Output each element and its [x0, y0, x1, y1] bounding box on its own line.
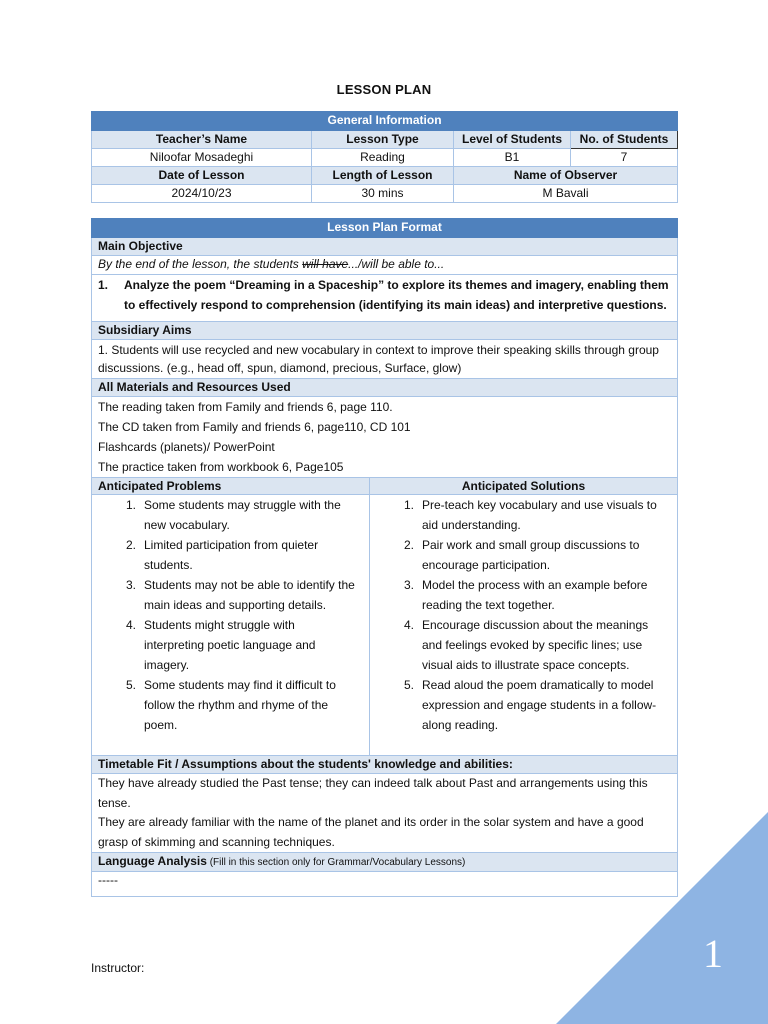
problems-list: [92, 495, 370, 756]
date-value: 2024/10/23: [92, 185, 312, 203]
material-item: The practice taken from workbook 6, Page105: [98, 460, 344, 474]
num-students-label: No. of Students: [571, 131, 678, 149]
observer-value: M Bavali: [454, 185, 678, 203]
problem-item: 2. Limited participation from quieter students.: [125, 538, 319, 572]
length-value: 30 mins: [312, 185, 454, 203]
material-item: The CD taken from Family and friends 6, page110, CD 101: [98, 420, 411, 434]
problem-item: 1. Some students may struggle with the new vocabulary.: [125, 498, 341, 532]
instructor-label: Instructor:: [91, 961, 145, 975]
problem-item: 5. Some students may find it difficult to follow the rhythm and rhyme of the poem.: [125, 678, 336, 732]
observer-label: Name of Observer: [454, 167, 678, 185]
problem-item: 3. Students may not be able to identify the main ideas and supporting details.: [125, 578, 355, 612]
level-label: Level of Students: [454, 131, 571, 149]
page-number: 1: [703, 931, 723, 976]
materials-label: All Materials and Resources Used: [92, 379, 678, 397]
teacher-name-value: Niloofar Mosadeghi: [92, 149, 312, 167]
subsidiary-aims-text: 1. Students will use recycled and new vocabulary in context to improve their speaking skills through group discussions. (e.g., head off, spun, diamond, precious, Surface, glow): [92, 340, 678, 379]
solution-item: 1. Pre-teach key vocabulary and use visuals to aid understanding.: [403, 498, 657, 532]
struck-text: will have: [302, 257, 349, 271]
materials-list: [92, 397, 678, 478]
solution-item: 5. Read aloud the poem dramatically to model expression and engage students in a follow-along reading.: [403, 678, 657, 732]
general-information-header: General Information: [92, 112, 678, 131]
corner-triangle-decoration: [556, 812, 768, 1024]
problem-item: 4. Students might struggle with interpreting poetic language and imagery.: [125, 618, 316, 672]
solution-item: 3. Model the process with an example before reading the text together.: [403, 578, 648, 612]
length-label: Length of Lesson: [312, 167, 454, 185]
num-students-value: 7: [571, 149, 678, 167]
lesson-plan-format-header: Lesson Plan Format: [92, 219, 678, 238]
solution-item: 4. Encourage discussion about the meanings and feelings evoked by specific lines; use visual aids to illustrate space concepts.: [403, 618, 649, 672]
material-item: Flashcards (planets)/ PowerPoint: [98, 440, 275, 454]
main-objective-label: Main Objective: [92, 238, 678, 256]
level-value: B1: [454, 149, 571, 167]
date-label: Date of Lesson: [92, 167, 312, 185]
teacher-name-label: Teacher’s Name: [92, 131, 312, 149]
page-title: LESSON PLAN: [336, 82, 432, 97]
language-analysis-note: (Fill in this section only for Grammar/Vocabulary Lessons): [206, 857, 466, 868]
solution-item: 2. Pair work and small group discussions to encourage participation.: [403, 538, 640, 572]
timetable-label: Timetable Fit / Assumptions about the students' knowledge and abilities:: [92, 756, 678, 774]
lesson-plan-format-table: [91, 218, 678, 897]
lesson-type-value: Reading: [312, 149, 454, 167]
main-objective-text: 1. Analyze the poem “Dreaming in a Spaceship” to explore its themes and imagery, enabling them to effectively respond to comprehension (identifying its main ideas) and interpretive questions.: [92, 275, 678, 322]
lesson-type-label: Lesson Type: [312, 131, 454, 149]
general-information-table: [91, 111, 678, 203]
material-item: The reading taken from Family and friends 6, page 110.: [98, 400, 393, 414]
objective-intro: By the end of the lesson, the students will have.../will be able to...: [92, 256, 678, 275]
solutions-list: [370, 495, 678, 756]
anticipated-solutions-label: Anticipated Solutions: [370, 478, 678, 495]
anticipated-problems-label: Anticipated Problems: [92, 478, 370, 495]
language-analysis-label: Language Analysis (Fill in this section only for Grammar/Vocabulary Lessons): [92, 853, 678, 872]
subsidiary-aims-label: Subsidiary Aims: [92, 322, 678, 340]
timetable-text: They have already studied the Past tense; they can indeed talk about Past and arrangements using this tense. They are already familiar with the name of the planet and its order in the solar system and have a good grasp of skimming and scanning techniques.: [92, 774, 678, 853]
language-analysis-text: -----: [92, 872, 678, 897]
